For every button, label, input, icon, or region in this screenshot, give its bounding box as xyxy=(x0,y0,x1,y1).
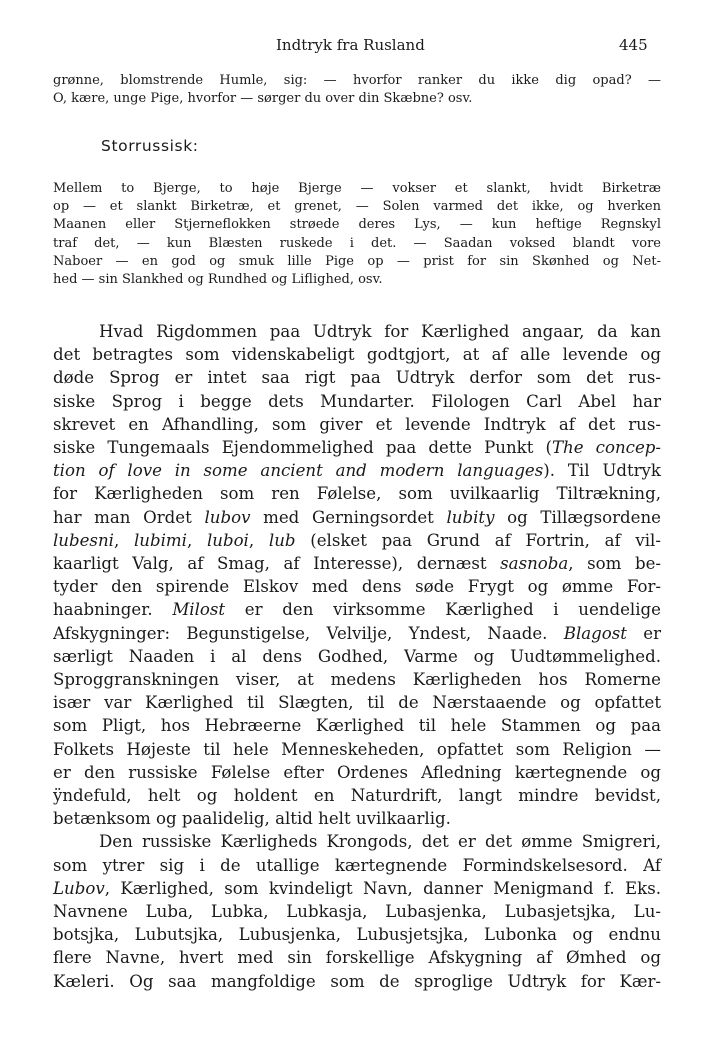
body-line: Den russiske Kærligheds Krongods, det er det ømme Smigreri, xyxy=(99,832,661,852)
body-line: lubesni, lubimi, luboi, lub (elsket paa Grund af Fortrin, af vil- xyxy=(53,530,661,550)
body-line: er den russiske Følelse efter Ordenes Afledning kærtegnende og xyxy=(53,762,661,782)
russian-word: Milost xyxy=(172,600,226,620)
verse-line: hed — sin Slankhed og Rundhed og Liflighed, osv. xyxy=(53,272,383,288)
body-line: som ytrer sig i de utallige kærtegnende Formindskelsesord. Af xyxy=(53,855,661,875)
fragment-line: grønne, blomstrende Humle, sig: — hvorfor ranker du ikke dig opad? — xyxy=(53,73,661,88)
verse-translation xyxy=(53,180,661,289)
body-line: haabninger. Milost er den virksomme Kærlighed i uendelige xyxy=(53,600,661,620)
russian-word: Blagost xyxy=(563,623,627,643)
russian-word: lub xyxy=(268,530,296,550)
body-line: Sproggranskningen viser, at medens Kærligheden hos Romerne xyxy=(53,670,661,690)
russian-word: lubesni xyxy=(53,530,114,550)
body-line: det betragtes som videnskabeligt godtgjort, at af alle levende og xyxy=(53,345,661,365)
body-line: som Pligt, hos Hebræerne Kærlighed til hele Stammen og paa xyxy=(53,716,661,736)
body-line: botsjka, Lubutsjka, Lubusjenka, Lubusjetsjka, Lubonka og endnu xyxy=(53,925,661,945)
russian-word: Lubov xyxy=(53,878,105,898)
body-line: ÿndefuld, helt og holdent en Naturdrift, langt mindre bevidst, xyxy=(53,786,661,806)
body-line: siske Tungemaals Ejendommelighed paa dette Punkt (The concep- xyxy=(53,438,661,458)
body-line: betænksom og paalidelig, altid helt uvilkaarlig. xyxy=(53,809,451,829)
fragment-line: O, kære, unge Pige, hvorfor — sørger du over din Skæbne? osv. xyxy=(53,91,473,107)
body-line: Afskygninger: Begunstigelse, Velvilje, Yndest, Naade. Blagost er xyxy=(53,623,661,643)
body-line: Kæleri. Og saa mangfoldige som de sproglige Udtryk for Kær- xyxy=(53,971,661,991)
russian-word: sasnoba xyxy=(500,554,569,574)
book-title: The concep- xyxy=(551,438,661,458)
body-line: for Kærligheden som ren Følelse, som uvilkaarlig Tiltrækning, xyxy=(53,484,661,504)
body-text xyxy=(53,320,661,993)
body-line: Lubov, Kærlighed, som kvindeligt Navn, danner Menigmand f. Eks. xyxy=(53,878,661,898)
body-line: flere Navne, hvert med sin forskellige Afskygning af Ømhed og xyxy=(53,948,661,968)
verse-line: op — et slankt Birketræ, et grenet, — Solen varmed det ikke, og hverken xyxy=(53,199,661,215)
page-number: 445 xyxy=(619,36,648,54)
section-label: Storrussisk: xyxy=(101,137,199,155)
verse-line: Naboer — en god og smuk lille Pige op — prist for sin Skønhed og Net- xyxy=(53,253,661,269)
body-line: Hvad Rigdommen paa Udtryk for Kærlighed angaar, da kan xyxy=(99,322,661,341)
russian-word: luboi xyxy=(206,530,249,550)
running-title: Indtryk fra Rusland xyxy=(276,36,425,54)
verse-line: Mellem to Bjerge, to høje Bjerge — vokser et slankt, hvidt Birketræ xyxy=(53,181,661,196)
running-header xyxy=(0,36,712,56)
russian-word: lubov xyxy=(204,507,251,527)
body-line: Navnene Luba, Lubka, Lubkasja, Lubasjenka, Lubasjetsjka, Lu- xyxy=(53,902,661,922)
song-fragment xyxy=(53,72,661,108)
body-line: døde Sprog er intet saa rigt paa Udtryk derfor som det rus- xyxy=(53,368,661,388)
russian-word: lubimi xyxy=(133,530,187,550)
body-line: Folkets Højeste til hele Menneskeheden, opfattet som Religion — xyxy=(53,739,661,759)
verse-line: Maanen eller Stjerneflokken strøede deres Lys, — kun heftige Regnskyl xyxy=(53,217,661,233)
body-line: særligt Naaden i al dens Godhed, Varme og Uudtømmelighed. xyxy=(53,646,661,666)
body-line: tyder den spirende Elskov med dens søde Frygt og ømme For- xyxy=(53,577,661,597)
body-line: især var Kærlighed til Slægten, til de Nærstaaende og opfattet xyxy=(53,693,661,713)
body-line: kaarligt Valg, af Smag, af Interesse), dernæst sasnoba, som be- xyxy=(53,554,661,574)
body-line: siske Sprog i begge dets Mundarter. Filologen Carl Abel har xyxy=(53,391,661,411)
book-title: tion of love in some ancient and modern languages xyxy=(53,461,544,481)
body-line: skrevet en Afhandling, som giver et levende Indtryk af det rus- xyxy=(53,414,661,434)
russian-word: lubity xyxy=(446,507,495,527)
body-line: tion of love in some ancient and modern languages). Til Udtryk xyxy=(53,461,661,481)
verse-line: traf det, — kun Blæsten ruskede i det. — Saadan voksed blandt vore xyxy=(53,235,661,251)
body-line: har man Ordet lubov med Gerningsordet lubity og Tillægsordene xyxy=(53,507,661,527)
